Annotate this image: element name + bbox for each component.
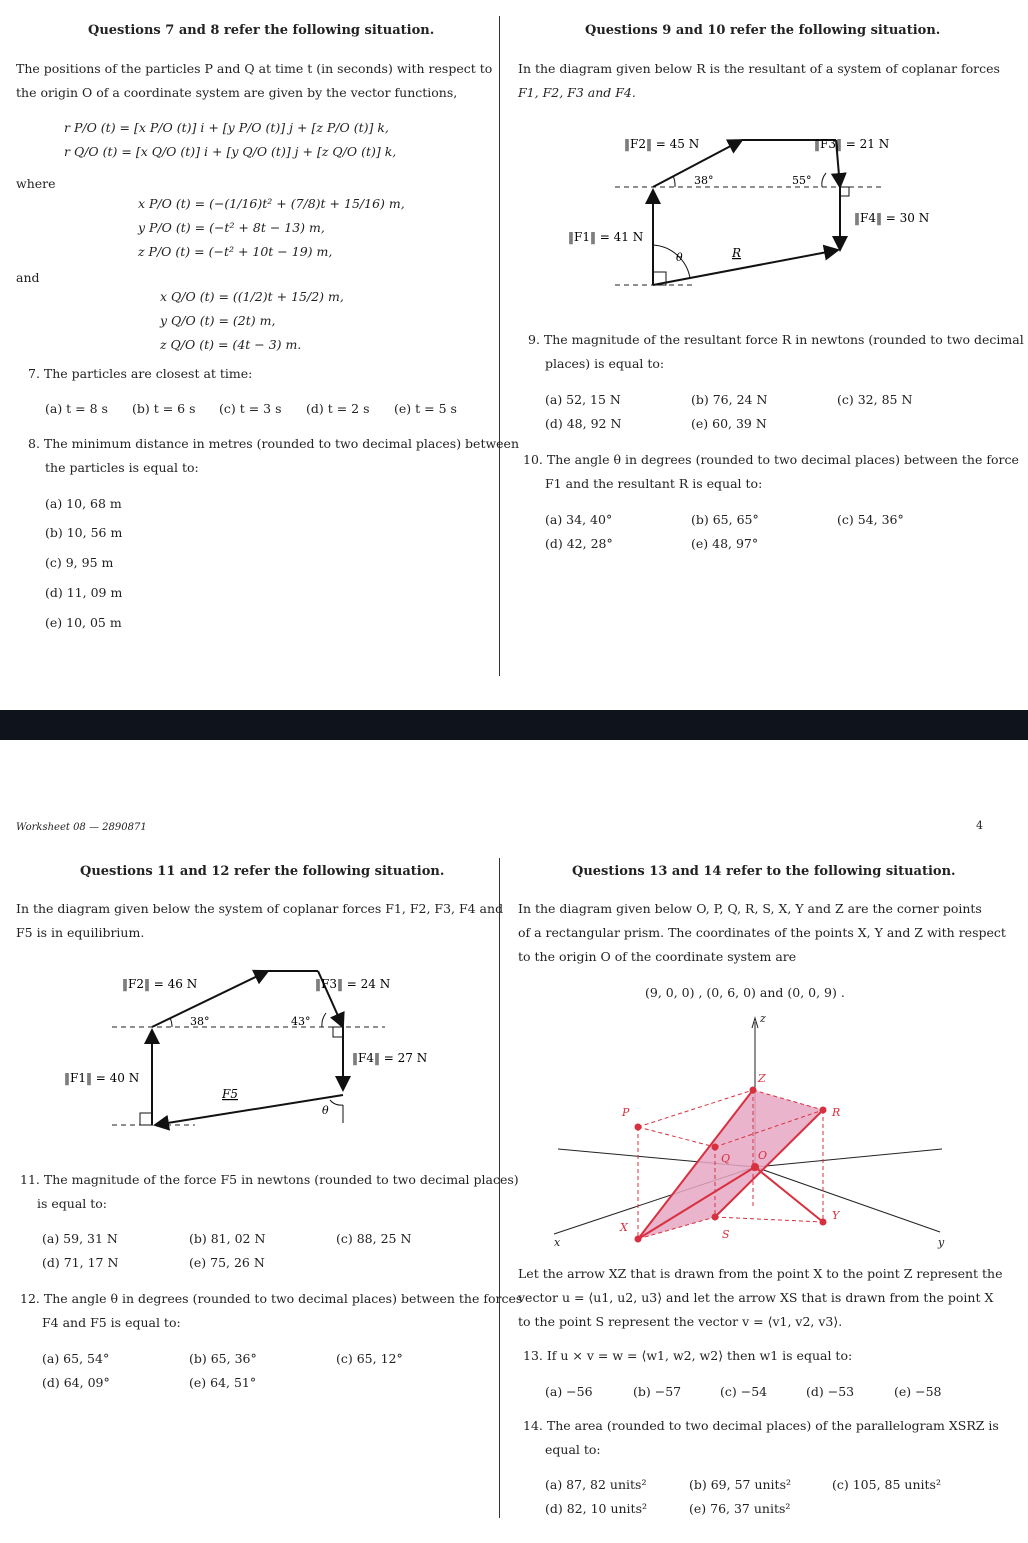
intro-text: The positions of the particles P and Q at time t (in seconds) with respect to	[16, 61, 493, 76]
heading-q13-14: Questions 13 and 14 refer to the following situation.	[572, 864, 956, 879]
intro-text: to the origin O of the coordinate system are	[518, 949, 797, 964]
intro-text: In the diagram given below O, P, Q, R, S, X, Y and Z are the corner points	[518, 901, 982, 916]
column-divider	[499, 858, 500, 1518]
q9-option[interactable]: (d) 48, 92 N	[545, 416, 622, 431]
label-f2: ‖F2‖ = 46 N	[122, 977, 198, 991]
q8-option[interactable]: (c) 9, 95 m	[45, 555, 114, 570]
q11-option[interactable]: (e) 75, 26 N	[189, 1255, 265, 1270]
label-f5: F5	[222, 1087, 238, 1101]
label-f3: ‖F3‖ = 24 N	[315, 977, 391, 991]
q13-option[interactable]: (e) −58	[894, 1384, 942, 1399]
equation-rq: r Q/O (t) = [x Q/O (t)] i + [y Q/O (t)] j + [z Q/O (t)] k,	[64, 144, 397, 159]
intro-text: of a rectangular prism. The coordinates of the points X, Y and Z with respect	[518, 925, 1006, 940]
question-10: 10. The angle θ in degrees (rounded to two decimal places) between the force	[523, 452, 1019, 467]
and-label: and	[16, 270, 40, 285]
label-axis-z: z	[760, 1012, 766, 1025]
label-point-s: S	[722, 1228, 730, 1241]
question-9: 9. The magnitude of the resultant force R in newtons (rounded to two decimal	[528, 332, 1024, 347]
question-11: 11. The magnitude of the force F5 in newtons (rounded to two decimal places)	[20, 1172, 519, 1187]
q10-option[interactable]: (b) 65, 65°	[691, 512, 759, 527]
label-point-x: X	[620, 1221, 628, 1234]
let-text: Let the arrow XZ that is drawn from the point X to the point Z represent the	[518, 1266, 1003, 1281]
equation-yp: y P/O (t) = (−t² + 8t − 13) m,	[138, 220, 325, 235]
question-12: 12. The angle θ in degrees (rounded to two decimal places) between the forces	[20, 1291, 523, 1306]
label-f4: ‖F4‖ = 27 N	[352, 1051, 428, 1065]
heading-q7-8: Questions 7 and 8 refer the following situation.	[88, 23, 435, 38]
equation-zq: z Q/O (t) = (4t − 3) m.	[160, 337, 302, 352]
coordinates: (9, 0, 0) , (0, 6, 0) and (0, 0, 9) .	[645, 985, 845, 1000]
q10-option[interactable]: (a) 34, 40°	[545, 512, 613, 527]
intro-text: In the diagram given below the system of coplanar forces F1, F2, F3, F4 and	[16, 901, 504, 916]
question-14: 14. The area (rounded to two decimal places) of the parallelogram XSRZ is	[523, 1418, 999, 1433]
intro-text: F5 is in equilibrium.	[16, 925, 145, 940]
page-separator	[0, 710, 1028, 740]
intro-text: the origin O of a coordinate system are given by the vector functions,	[16, 85, 458, 100]
q7-option[interactable]: (a) t = 8 s	[45, 401, 108, 416]
intro-text: F1, F2, F3 and F4.	[518, 85, 636, 100]
label-point-z: Z	[758, 1072, 766, 1085]
column-divider	[499, 16, 500, 676]
prism-diagram	[540, 1002, 960, 1247]
question-13: 13. If u × v = w = ⟨w1, w2, w2⟩ then w1 is equal to:	[523, 1348, 853, 1363]
q7-option[interactable]: (d) t = 2 s	[306, 401, 370, 416]
q12-option[interactable]: (a) 65, 54°	[42, 1351, 110, 1366]
q8-option[interactable]: (d) 11, 09 m	[45, 585, 123, 600]
q9-option[interactable]: (b) 76, 24 N	[691, 392, 768, 407]
force-diagram-2	[60, 965, 460, 1145]
q14-option[interactable]: (c) 105, 85 units²	[832, 1477, 941, 1492]
label-axis-x: x	[554, 1236, 561, 1249]
q7-option[interactable]: (e) t = 5 s	[394, 401, 457, 416]
label-point-q: Q	[721, 1152, 731, 1165]
q11-option[interactable]: (a) 59, 31 N	[42, 1231, 118, 1246]
question-12: F4 and F5 is equal to:	[42, 1315, 181, 1330]
q7-option[interactable]: (b) t = 6 s	[132, 401, 196, 416]
label-r: R	[732, 246, 742, 260]
label-f3: ‖F3‖ = 21 N	[814, 137, 890, 151]
equation-xp: x P/O (t) = (−(1/16)t² + (7/8)t + 15/16) m,	[138, 196, 405, 211]
q8-option[interactable]: (e) 10, 05 m	[45, 615, 122, 630]
label-f2: ‖F2‖ = 45 N	[624, 137, 700, 151]
q10-option[interactable]: (e) 48, 97°	[691, 536, 759, 551]
question-9: places) is equal to:	[545, 356, 665, 371]
q12-option[interactable]: (c) 65, 12°	[336, 1351, 403, 1366]
force-diagram-1	[568, 120, 930, 300]
label-f1: ‖F1‖ = 40 N	[64, 1071, 140, 1085]
q14-option[interactable]: (b) 69, 57 units²	[689, 1477, 792, 1492]
label-theta: θ	[322, 1104, 329, 1117]
q13-option[interactable]: (a) −56	[545, 1384, 593, 1399]
q12-option[interactable]: (b) 65, 36°	[189, 1351, 257, 1366]
question-11: is equal to:	[37, 1196, 108, 1211]
heading-q9-10: Questions 9 and 10 refer the following situation.	[585, 23, 941, 38]
q12-option[interactable]: (e) 64, 51°	[189, 1375, 257, 1390]
q9-option[interactable]: (e) 60, 39 N	[691, 416, 767, 431]
label-angle-55: 55°	[792, 174, 812, 187]
page-number: 4	[976, 819, 983, 832]
q11-option[interactable]: (d) 71, 17 N	[42, 1255, 119, 1270]
label-point-p: P	[622, 1106, 630, 1119]
q8-option[interactable]: (a) 10, 68 m	[45, 496, 122, 511]
equation-rp: r P/O (t) = [x P/O (t)] i + [y P/O (t)] j + [z P/O (t)] k,	[64, 120, 389, 135]
q7-option[interactable]: (c) t = 3 s	[219, 401, 282, 416]
q14-option[interactable]: (e) 76, 37 units²	[689, 1501, 791, 1516]
equation-xq: x Q/O (t) = ((1/2)t + 15/2) m,	[160, 289, 344, 304]
q14-option[interactable]: (d) 82, 10 units²	[545, 1501, 648, 1516]
q9-option[interactable]: (a) 52, 15 N	[545, 392, 621, 407]
q9-option[interactable]: (c) 32, 85 N	[837, 392, 913, 407]
label-point-o: O	[758, 1149, 768, 1162]
q14-option[interactable]: (a) 87, 82 units²	[545, 1477, 647, 1492]
q12-option[interactable]: (d) 64, 09°	[42, 1375, 110, 1390]
top-page	[0, 0, 1028, 710]
label-angle-43: 43°	[291, 1015, 311, 1028]
q11-option[interactable]: (c) 88, 25 N	[336, 1231, 412, 1246]
question-8: 8. The minimum distance in metres (rounded to two decimal places) between	[28, 436, 520, 451]
heading-q11-12: Questions 11 and 12 refer the following situation.	[80, 864, 445, 879]
q10-option[interactable]: (c) 54, 36°	[837, 512, 904, 527]
bottom-page	[0, 740, 1028, 1543]
question-14: equal to:	[545, 1442, 601, 1457]
equation-zp: z P/O (t) = (−t² + 10t − 19) m,	[138, 244, 333, 259]
where-label: where	[16, 176, 56, 191]
worksheet-header: Worksheet 08 — 2890871	[16, 822, 147, 833]
q8-option[interactable]: (b) 10, 56 m	[45, 525, 123, 540]
let-text: to the point S represent the vector v = ⟨v1, v2, v3⟩.	[518, 1314, 843, 1329]
q11-option[interactable]: (b) 81, 02 N	[189, 1231, 266, 1246]
label-angle-38: 38°	[694, 174, 714, 187]
q13-option[interactable]: (d) −53	[806, 1384, 855, 1399]
let-text: vector u = ⟨u1, u2, u3⟩ and let the arrow XS that is drawn from the point X	[518, 1290, 994, 1305]
label-angle-38: 38°	[190, 1015, 210, 1028]
question-8: the particles is equal to:	[45, 460, 199, 475]
label-f4: ‖F4‖ = 30 N	[854, 211, 930, 225]
q10-option[interactable]: (d) 42, 28°	[545, 536, 613, 551]
label-f1: ‖F1‖ = 41 N	[568, 230, 644, 244]
label-theta: θ	[676, 251, 683, 264]
equation-yq: y Q/O (t) = (2t) m,	[160, 313, 276, 328]
question-10: F1 and the resultant R is equal to:	[545, 476, 763, 491]
question-7: 7. The particles are closest at time:	[28, 366, 253, 381]
label-axis-y: y	[938, 1236, 945, 1249]
intro-text: In the diagram given below R is the resultant of a system of coplanar forces	[518, 61, 1000, 76]
label-point-r: R	[832, 1106, 841, 1119]
q13-option[interactable]: (c) −54	[720, 1384, 768, 1399]
q13-option[interactable]: (b) −57	[633, 1384, 682, 1399]
label-point-y: Y	[832, 1209, 840, 1222]
